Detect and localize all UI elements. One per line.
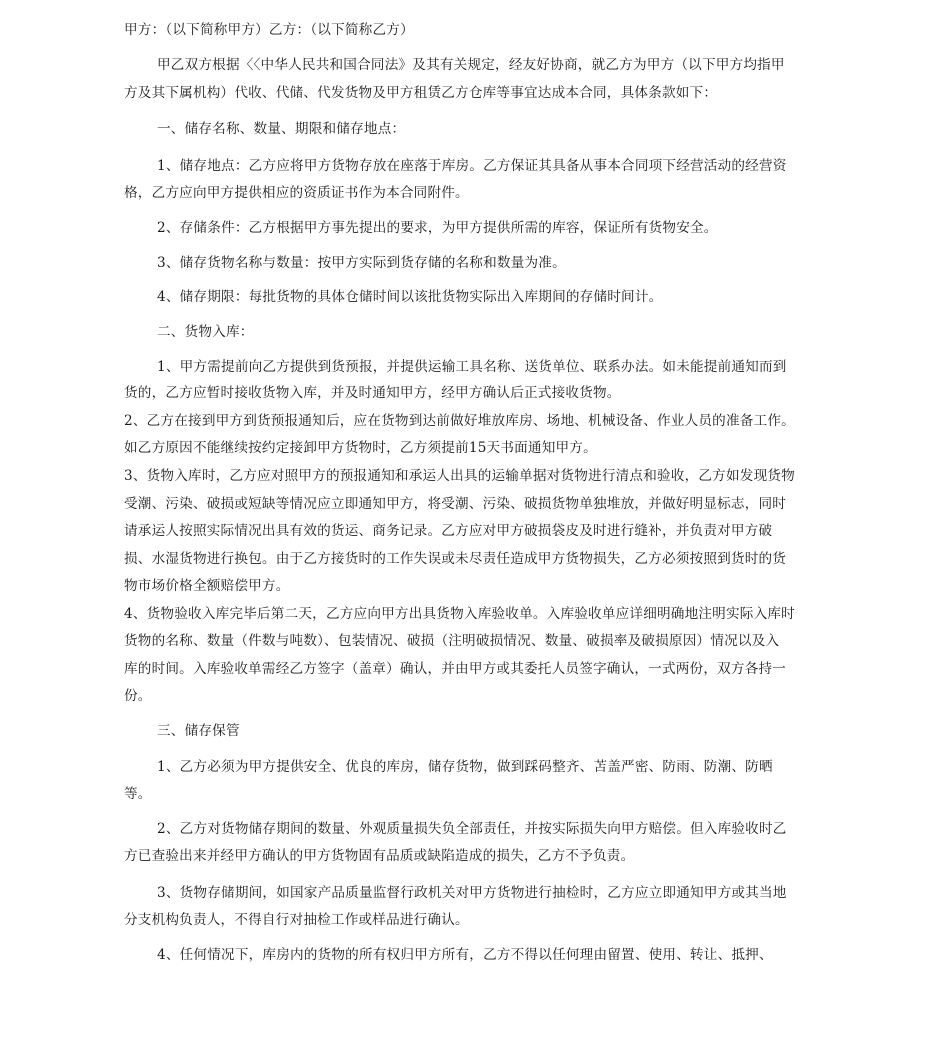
- clause-line: 分支机构负责人，不得自行对抽检工作或样品进行确认。: [124, 912, 469, 928]
- clause-line: 份。: [124, 688, 152, 704]
- preamble-line: 甲乙双方根据〈〈中华人民共和国合同法》及其有关规定，经友好协商，就乙方为甲方（以下甲方均指甲: [157, 57, 785, 73]
- clause-line: 1、乙方必须为甲方提供安全、优良的库房，储存货物，做到踩码整齐、苫盖严密、防雨、防潮、防晒: [157, 759, 773, 775]
- clause-line: 等。: [124, 786, 152, 802]
- section-heading: 二、货物入库：: [157, 324, 254, 340]
- clause-line: 如乙方原因不能继续按约定接卸甲方货物时，乙方须提前15天书面通知甲方。: [124, 440, 597, 456]
- clause-line: 4、货物验收入库完毕后第二天，乙方应向甲方出具货物入库验收单。入库验收单应详细明确地注明实际入库时: [124, 606, 795, 622]
- clause-line: 货的，乙方应暂时接收货物入库，并及时通知甲方，经甲方确认后正式接收货物。: [124, 385, 621, 401]
- section-heading: 一、储存名称、数量、期限和储存地点：: [157, 121, 406, 137]
- section-heading: 三、储存保管: [157, 723, 240, 739]
- clause-line: 格，乙方应向甲方提供相应的资质证书作为本合同附件。: [124, 185, 469, 201]
- clause-line: 2、乙方对货物储存期间的数量、外观质量损失负全部责任，并按实际损失向甲方赔偿。但入库验收时乙: [157, 821, 787, 837]
- clause-line: 请承运人按照实际情况出具有效的货运、商务记录。乙方应对甲方破损袋皮及时进行缝补，并负责对甲方破: [124, 523, 773, 539]
- clause-line: 4、储存期限：每批货物的具体仓储时间以该批货物实际出入库期间的存储时间计。: [157, 289, 663, 305]
- clause-line: 1、甲方需提前向乙方提供到货预报，并提供运输工具名称、送货单位、联系办法。如未能提前通知而到: [157, 359, 787, 375]
- clause-line: 库的时间。入库验收单需经乙方签字（盖章）确认，并由甲方或其委托人员签字确认，一式两份，双方各持一: [124, 661, 787, 677]
- clause-line: 3、储存货物名称与数量：按甲方实际到货存储的名称和数量为准。: [157, 255, 566, 271]
- clause-line: 3、货物存储期间，如国家产品质量监督行政机关对甲方货物进行抽检时，乙方应立即通知甲方或其当地: [157, 885, 787, 901]
- clause-line: 1、储存地点：乙方应将甲方货物存放在座落于库房。乙方保证其具备从事本合同项下经营活动的经营资: [157, 158, 787, 174]
- clause-line: 3、货物入库时，乙方应对照甲方的预报通知和承运人出具的运输单据对货物进行清点和验收，乙方如发现货物: [124, 468, 795, 484]
- preamble-line: 方及其下属机构）代收、代储、代发货物及甲方租赁乙方仓库等事宜达成本合同，具体条款如下：: [124, 85, 718, 101]
- clause-line: 2、乙方在接到甲方到货预报通知后，应在货物到达前做好堆放库房、场地、机械设备、作业人员的准备工作。: [124, 413, 795, 429]
- clause-line: 受潮、污染、破损或短缺等情况应立即通知甲方，将受潮、污染、破损货物单独堆放，并做好明显标志，同时: [124, 496, 787, 512]
- clause-line: 货物的名称、数量（件数与吨数）、包装情况、破损（注明破损情况、数量、破损率及破损原因）情况以及入: [124, 633, 780, 649]
- clause-line: 4、任何情况下，库房内的货物的所有权归甲方所有，乙方不得以任何理由留置、使用、转让、抵押、: [157, 947, 773, 963]
- clause-line: 方已查验出来并经甲方确认的甲方货物固有品质或缺陷造成的损失，乙方不予负责。: [124, 848, 635, 864]
- clause-line: 物市场价格全额赔偿甲方。: [124, 578, 290, 594]
- party-header: 甲方：（以下简称甲方）乙方：（以下简称乙方）: [124, 22, 414, 38]
- clause-line: 损、水湿货物进行换包。由于乙方接货时的工作失误或未尽责任造成甲方货物损失，乙方必须按照到货时的货: [124, 551, 787, 567]
- clause-line: 2、存储条件：乙方根据甲方事先提出的要求，为甲方提供所需的库容，保证所有货物安全。: [157, 220, 718, 236]
